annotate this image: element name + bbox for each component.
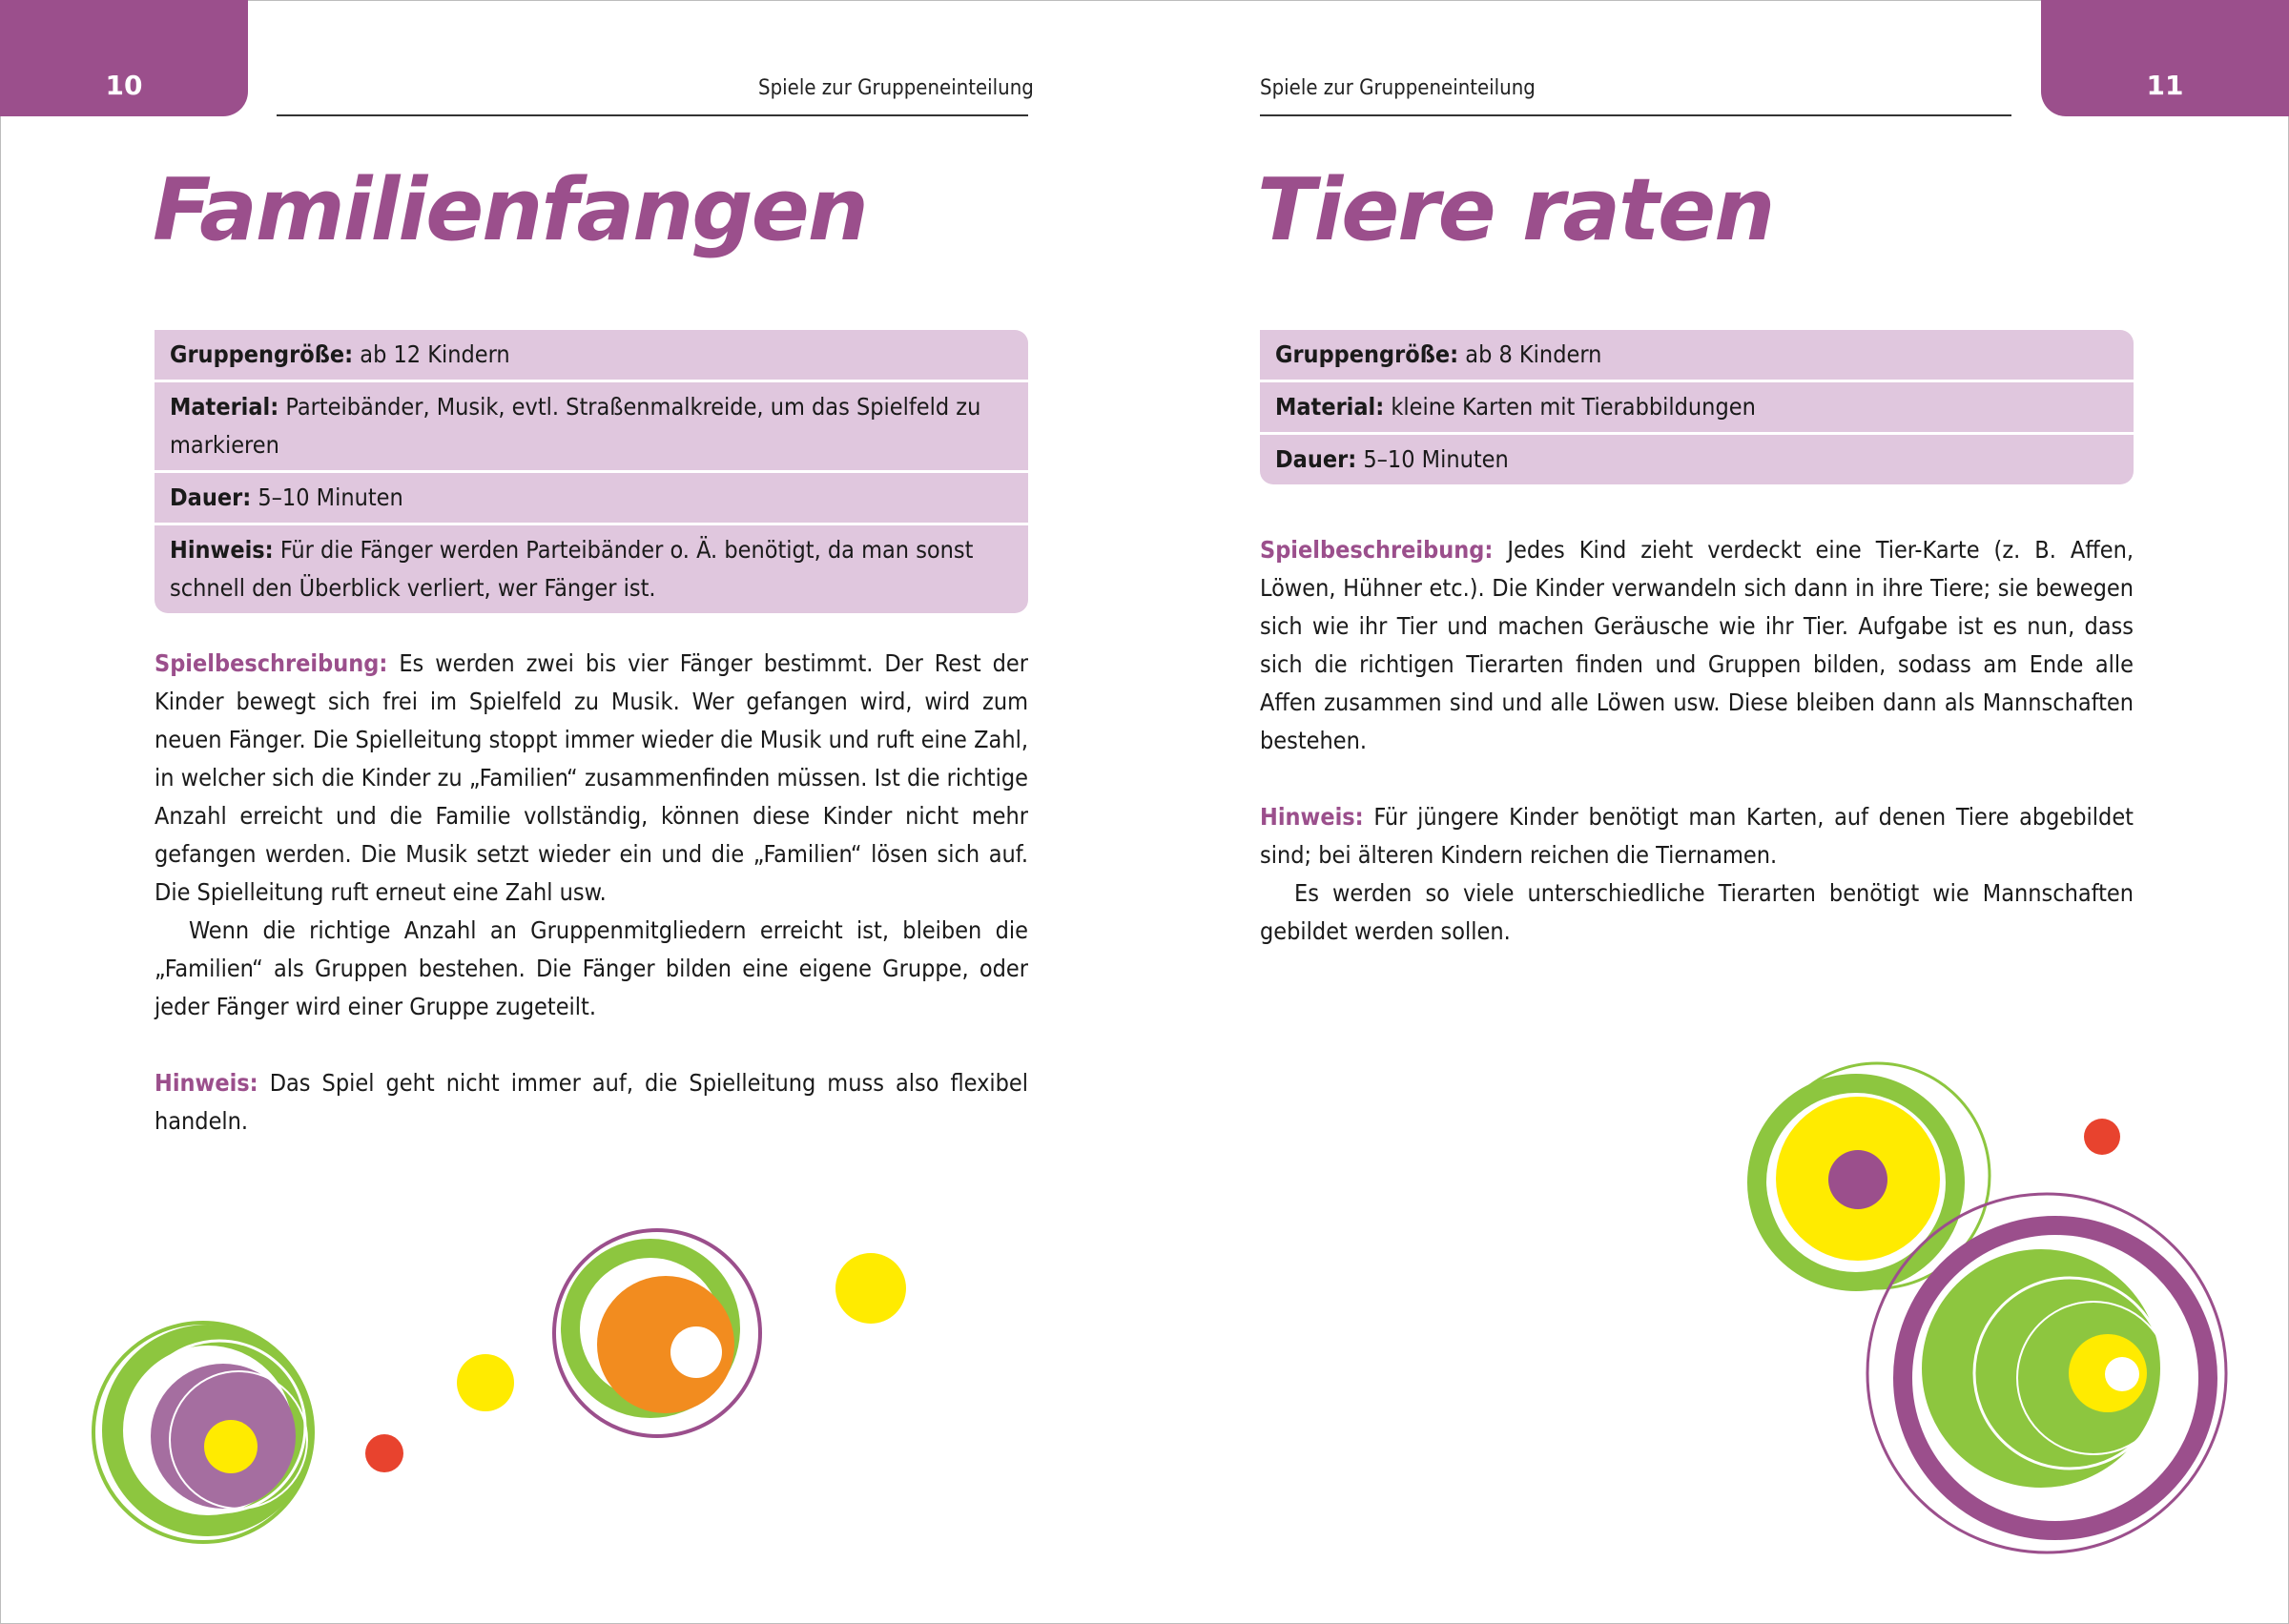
description-paragraph <box>1260 531 2134 760</box>
info-label: Gruppengröße: <box>1275 340 1459 368</box>
info-value: Für die Fänger werden Parteibänder o. Ä. benötigt, da man sonst schnell den Überblick verliert, wer Fänger ist. <box>170 536 974 602</box>
description-paragraph-2: Wenn die richtige Anzahl an Gruppenmitgliedern erreicht ist, bleiben die „Familien“ als Gruppen bestehen. Die Fänger bilden eine eigene Gruppe, oder jeder Fänger wird einer Gruppe zugeteilt. <box>155 916 1028 1020</box>
header-rule-left <box>277 114 1028 116</box>
dot-red-left <box>365 1434 403 1472</box>
info-box-left <box>155 330 1028 613</box>
dot-red-right <box>2084 1119 2120 1155</box>
info-value: 5–10 Minuten <box>1356 445 1509 473</box>
info-label: Hinweis: <box>170 536 274 564</box>
page-number-left: 10 <box>105 70 143 101</box>
circle-cluster-middle <box>554 1230 760 1436</box>
circle-cluster-left <box>93 1323 313 1542</box>
page-number-tab-right <box>2041 0 2289 116</box>
info-label: Dauer: <box>170 483 252 511</box>
description-label: Spielbeschreibung: <box>155 649 388 677</box>
description-label: Spielbeschreibung: <box>1260 536 1494 564</box>
info-row <box>1260 382 2134 435</box>
description-paragraph <box>155 645 1028 912</box>
info-label: Dauer: <box>1275 445 1357 473</box>
info-row <box>1260 330 2134 382</box>
hint-paragraph-2: Es werden so viele unterschiedliche Tierarten benötigt wie Mannschaften gebildet werden sollen. <box>1260 879 2134 945</box>
info-value: 5–10 Minuten <box>251 483 403 511</box>
hint-label: Hinweis: <box>1260 803 1364 831</box>
info-value: kleine Karten mit Tierabbildungen <box>1384 393 1756 421</box>
running-head-right: Spiele zur Gruppeneinteilung <box>1260 76 1536 100</box>
info-box-right <box>1260 330 2134 484</box>
info-label: Material: <box>1275 393 1385 421</box>
info-row <box>155 525 1028 613</box>
info-row <box>155 330 1028 382</box>
hint-label: Hinweis: <box>155 1069 258 1097</box>
dot-yellow-left <box>457 1354 514 1411</box>
info-label: Gruppengröße: <box>170 340 354 368</box>
hint-text: Für jüngere Kinder benötigt man Karten, auf denen Tiere abgebildet sind; bei älteren Kindern reichen die Tiernamen. <box>1260 803 2134 869</box>
info-value: Parteibänder, Musik, evtl. Straßenmalkreide, um das Spielfeld zu markieren <box>170 393 981 459</box>
body-left <box>155 645 1028 1141</box>
title-left: Familienfangen <box>153 160 867 260</box>
hint-paragraph <box>155 1064 1028 1141</box>
header-rule-right <box>1260 114 2011 116</box>
info-row <box>155 382 1028 473</box>
page-number-right: 11 <box>2146 70 2184 101</box>
info-value: ab 8 Kindern <box>1458 340 1602 368</box>
title-right: Tiere raten <box>1257 160 1774 260</box>
hint-paragraph <box>1260 798 2134 874</box>
description-text: Es werden zwei bis vier Fänger bestimmt. Der Rest der Kinder bewegt sich frei im Spielfeld zu Musik. Wer gefangen wird, wird zum neuen Fänger. Die Spielleitung stoppt immer wieder die Musik und ruft eine Zahl, in welcher sich die Kinder zu „Familien“ zusammenfinden müssen. Ist die richtige Anzahl erreicht und die Familie vollständig, können diese Kinder nicht mehr gefangen werden. Die Musik setzt wieder ein und die „Familien“ lösen sich auf. Die Spielleitung ruft erneut eine Zahl usw. <box>155 649 1028 906</box>
dot-yellow-middle <box>835 1253 906 1324</box>
page-number-tab-left <box>0 0 248 116</box>
description-text: Jedes Kind zieht verdeckt eine Tier-Karte (z. B. Affen, Löwen, Hühner etc.). Die Kinder verwandeln sich dann in ihre Tiere; sie bewegen sich wie ihr Tier und machen Geräusche wie ihr Tier. Aufgabe ist es nun, dass sich die richtigen Tierarten finden und Gruppen bilden, sodass am Ende alle Affen zusammen sind und alle Löwen usw. Diese bleiben dann als Mannschaften bestehen. <box>1260 536 2134 754</box>
info-row <box>1260 435 2134 484</box>
info-row <box>155 473 1028 525</box>
body-right <box>1260 531 2134 951</box>
info-label: Material: <box>170 393 279 421</box>
hint-text: Das Spiel geht nicht immer auf, die Spielleitung muss also flexibel handeln. <box>155 1069 1028 1135</box>
running-head-left: Spiele zur Gruppeneinteilung <box>758 76 1034 100</box>
info-value: ab 12 Kindern <box>353 340 510 368</box>
